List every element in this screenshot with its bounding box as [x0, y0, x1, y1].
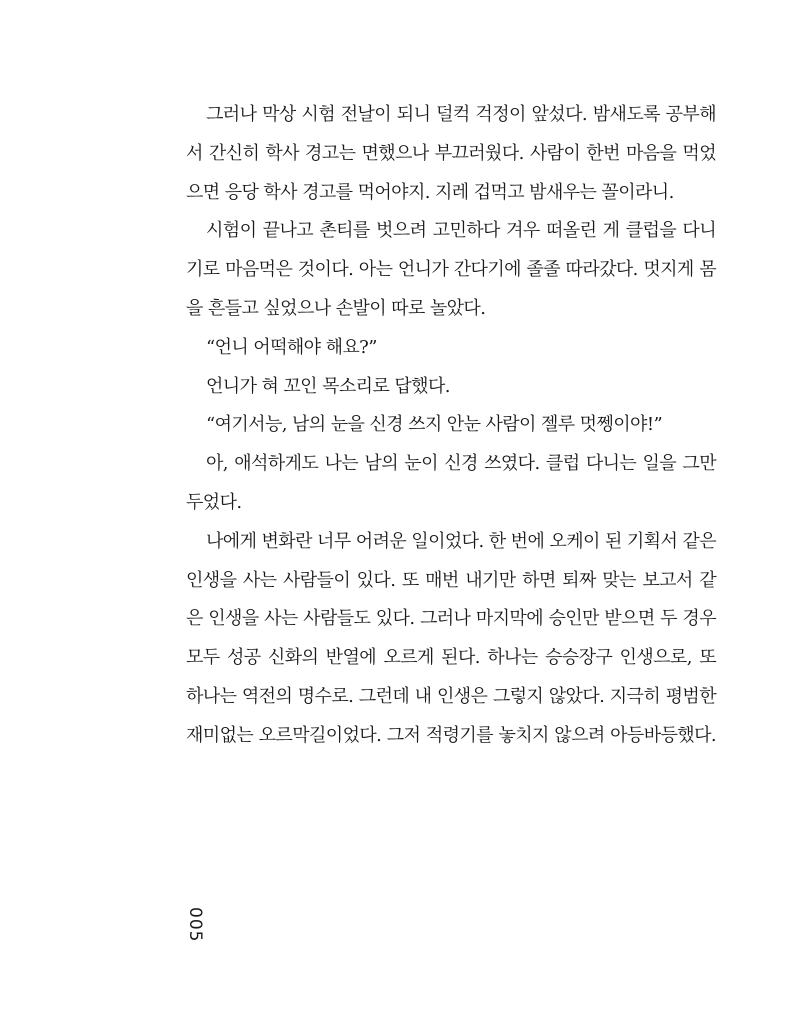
text-line: 모두 성공 신화의 반열에 오르게 된다. 하나는 승승장구 인생으로, 또: [186, 647, 716, 669]
text-line: 재미없는 오르막길이었다. 그저 적령기를 놓치지 않으려 아등바등했다.: [186, 724, 716, 746]
body-text: [186, 96, 716, 756]
dialogue-line: “언니 어떡해야 해요?”: [206, 336, 377, 358]
text-line: 을 흔들고 싶었으나 손발이 따로 놀았다.: [186, 297, 486, 319]
text-line: 아, 애석하게도 나는 남의 눈이 신경 쓰였다. 클럽 다니는 일을 그만: [206, 453, 716, 475]
text-line: 으면 응당 학사 경고를 먹어야지. 지레 겁먹고 밤새우는 꼴이라니.: [186, 181, 674, 203]
text-line: 서 간신히 학사 경고는 면했으나 부끄러웠다. 사람이 한번 마음을 먹었: [186, 142, 716, 164]
text-line: 그러나 막상 시험 전날이 되니 덜컥 걱정이 앞섰다. 밤새도록 공부해: [206, 104, 716, 125]
text-line: 언니가 혀 꼬인 목소리로 답했다.: [206, 375, 450, 397]
text-line: 은 인생을 사는 사람들도 있다. 그러나 마지막에 승인만 받으면 두 경우: [186, 608, 716, 630]
page-number: 005: [185, 907, 205, 943]
dialogue-line: “여기서능, 남의 눈을 신경 쓰지 안눈 사람이 젤루 멋쩽이야!”: [206, 414, 663, 436]
text-line: 기로 마음먹은 것이다. 아는 언니가 간다기에 졸졸 따라갔다. 멋지게 몸: [186, 259, 716, 281]
text-line: 두었다.: [186, 491, 242, 513]
text-line: 시험이 끝나고 촌티를 벗으려 고민하다 겨우 떠올린 게 클럽을 다니: [206, 220, 716, 242]
text-line: 하나는 역전의 명수로. 그런데 내 인생은 그렇지 않았다. 지극히 평범한: [186, 685, 716, 707]
text-line: 나에게 변화란 너무 어려운 일이었다. 한 번에 오케이 된 기획서 같은: [206, 530, 716, 552]
text-line: 인생을 사는 사람들이 있다. 또 매번 내기만 하면 퇴짜 맞는 보고서 같: [186, 569, 716, 591]
